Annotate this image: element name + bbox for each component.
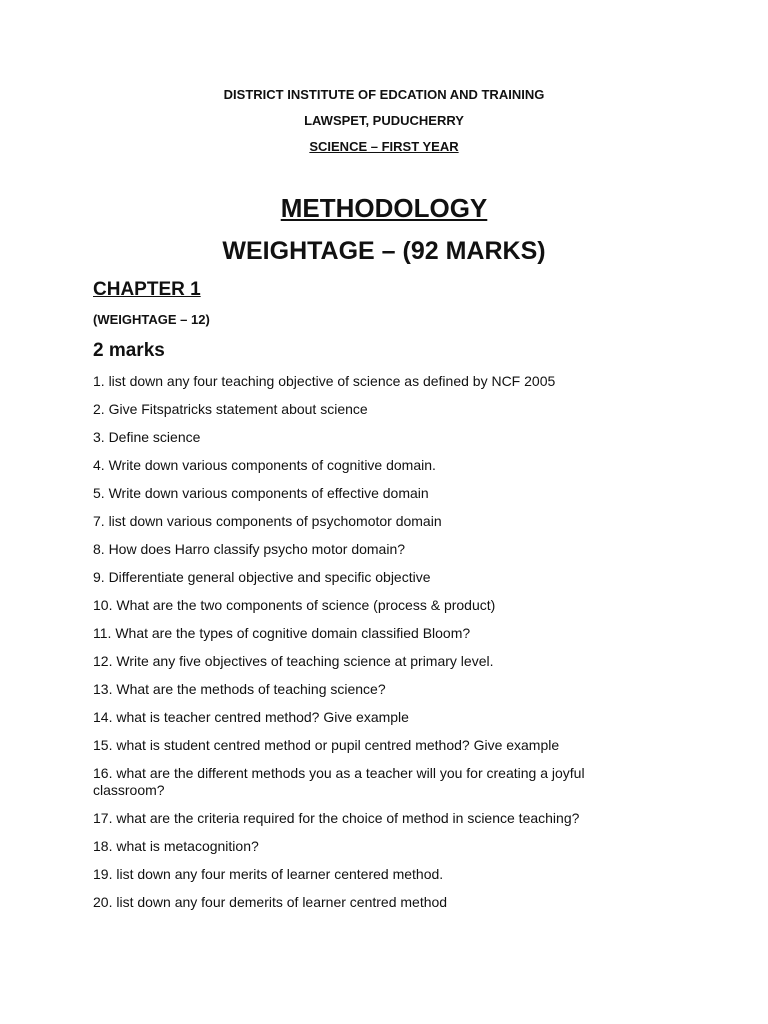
chapter-heading: CHAPTER 1 bbox=[93, 279, 201, 300]
question-item: 19. list down any four merits of learner centered method. bbox=[93, 866, 444, 882]
question-item: 12. Write any five objectives of teaching science at primary level. bbox=[93, 653, 494, 669]
question-item: 3. Define science bbox=[93, 429, 201, 445]
question-item: 7. list down various components of psychomotor domain bbox=[93, 513, 442, 529]
question-item: 13. What are the methods of teaching science? bbox=[93, 681, 386, 697]
institute-name: DISTRICT INSTITUTE OF EDCATION AND TRAINING bbox=[223, 87, 545, 102]
question-item: 17. what are the criteria required for the choice of method in science teaching? bbox=[93, 810, 580, 826]
document-title: METHODOLOGY bbox=[280, 193, 488, 223]
question-item: 14. what is teacher centred method? Give example bbox=[93, 709, 409, 725]
subject-line: SCIENCE – FIRST YEAR bbox=[309, 139, 459, 154]
question-item: 8. How does Harro classify psycho motor domain? bbox=[93, 541, 406, 557]
question-item: 4. Write down various components of cognitive domain. bbox=[93, 457, 436, 473]
question-item: 11. What are the types of cognitive domain classified Bloom? bbox=[93, 625, 471, 641]
question-item: 18. what is metacognition? bbox=[93, 838, 259, 854]
question-item: 15. what is student centred method or pupil centred method? Give example bbox=[93, 737, 560, 753]
question-item: 1. list down any four teaching objective of science as defined by NCF 2005 bbox=[93, 373, 556, 389]
total-weightage: WEIGHTAGE – (92 MARKS) bbox=[222, 237, 546, 265]
question-item: 5. Write down various components of effective domain bbox=[93, 485, 429, 501]
question-item: 9. Differentiate general objective and specific objective bbox=[93, 569, 431, 585]
question-item: 20. list down any four demerits of learner centred method bbox=[93, 894, 448, 910]
chapter-weightage: (WEIGHTAGE – 12) bbox=[93, 312, 210, 327]
question-item: 10. What are the two components of science (process & product) bbox=[93, 597, 496, 613]
marks-section-heading: 2 marks bbox=[93, 340, 165, 361]
institute-location: LAWSPET, PUDUCHERRY bbox=[304, 113, 464, 128]
question-item: 16. what are the different methods you as a teacher will you for creating a joyful classroom? bbox=[93, 765, 585, 798]
question-list bbox=[93, 373, 653, 922]
question-item: 2. Give Fitspatricks statement about science bbox=[93, 401, 368, 417]
